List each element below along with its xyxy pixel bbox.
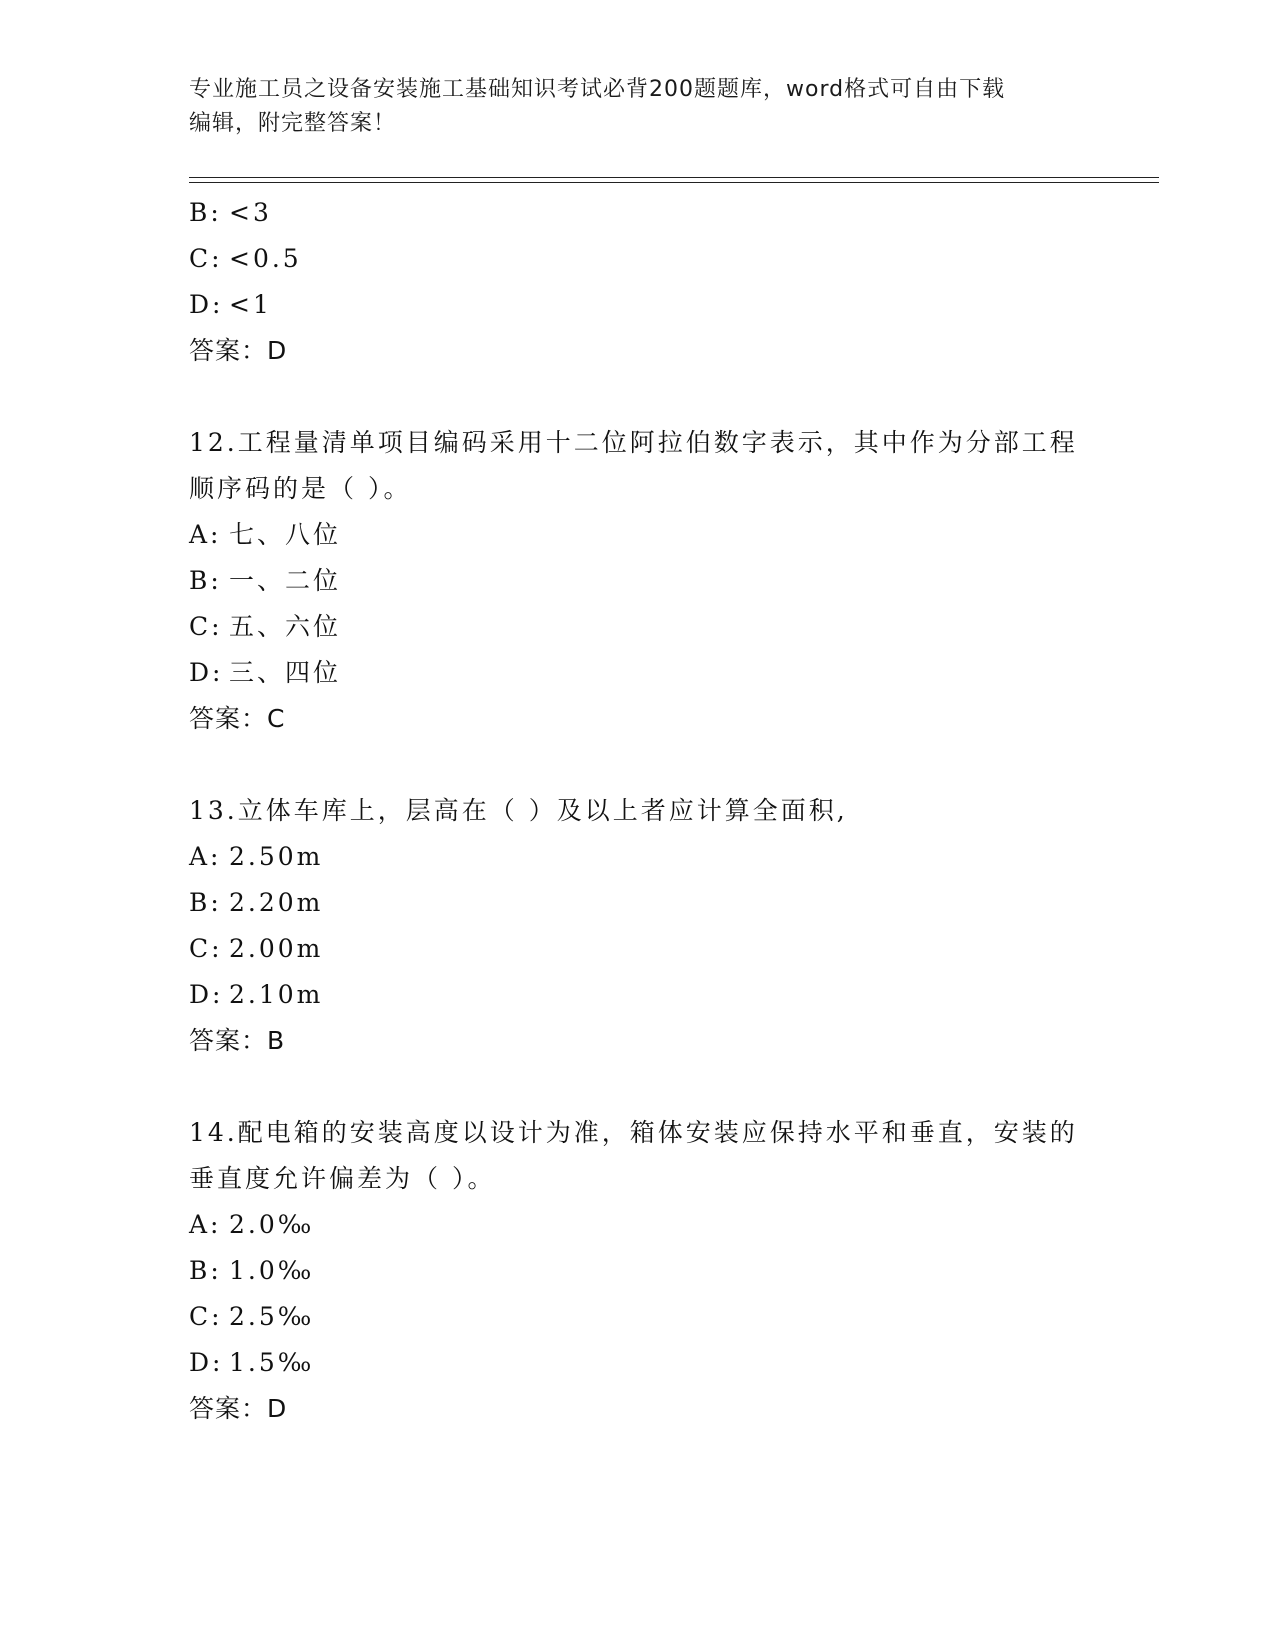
option-label: C: [189,612,223,641]
question-text: 13.立体车库上，层高在（ ）及以上者应计算全面积, [189,796,848,825]
option-label: D: [189,290,224,319]
question-12 [189,420,1089,742]
option-label: A: [189,1210,222,1239]
answer-line: 答案：C [189,704,286,733]
option-c [189,926,1089,972]
question-text: 14.配电箱的安装高度以设计为准，箱体安装应保持水平和垂直，安装的垂直度允许偏差为（ ）。 [189,1118,1078,1193]
option-text: 2.20m [229,888,324,917]
option-label: B: [189,888,222,917]
option-d [189,1340,1089,1386]
header-title-line-1: 专业施工员之设备安装施工基础知识考试必背200题题库，word格式可自由下载 [189,77,1006,102]
option-text: <3 [229,198,272,227]
option-label: C: [189,934,223,963]
header-title-line-2: 编辑，附完整答案！ [189,111,397,136]
option-text: 1.0‰ [229,1256,315,1285]
option-label: D: [189,980,224,1009]
question-text: 12.工程量清单项目编码采用十二位阿拉伯数字表示，其中作为分部工程顺序码的是（ ）。 [189,428,1078,503]
header-divider-top [189,177,1159,178]
question-11-continuation [189,190,1089,374]
option-c [189,604,1089,650]
option-label: D: [189,658,224,687]
page-header [189,73,1089,141]
option-d [189,972,1089,1018]
answer-line: 答案：B [189,1026,286,1055]
answer-line: 答案：D [189,1394,288,1423]
option-label: B: [189,566,222,595]
spacer [189,742,1089,788]
option-label: A: [189,842,222,871]
option-b [189,880,1089,926]
option-text: 2.0‰ [229,1210,315,1239]
question-13 [189,788,1089,1064]
option-text: 2.10m [229,980,324,1009]
option-label: D: [189,1348,224,1377]
option-text: 一、二位 [229,566,342,595]
option-label: B: [189,1256,222,1285]
option-label: B: [189,198,222,227]
spacer [189,374,1089,420]
option-text: 1.5‰ [229,1348,315,1377]
question-14 [189,1110,1089,1432]
option-d [189,282,1089,328]
option-a [189,834,1089,880]
option-text: 2.50m [229,842,324,871]
option-c [189,1294,1089,1340]
spacer [189,1064,1089,1110]
option-text: 2.00m [229,934,324,963]
option-text: 2.5‰ [229,1302,315,1331]
option-b [189,190,1089,236]
option-text: <1 [229,290,272,319]
document-body [189,190,1089,1432]
option-b [189,558,1089,604]
option-d [189,650,1089,696]
option-label: C: [189,244,223,273]
header-divider-bottom [189,182,1159,183]
option-a [189,1202,1089,1248]
option-text: <0.5 [229,244,302,273]
option-label: A: [189,520,222,549]
option-c [189,236,1089,282]
option-label: C: [189,1302,223,1331]
option-text: 七、八位 [229,520,342,549]
option-text: 五、六位 [229,612,342,641]
answer-line: 答案：D [189,336,288,365]
option-b [189,1248,1089,1294]
option-a [189,512,1089,558]
option-text: 三、四位 [229,658,342,687]
